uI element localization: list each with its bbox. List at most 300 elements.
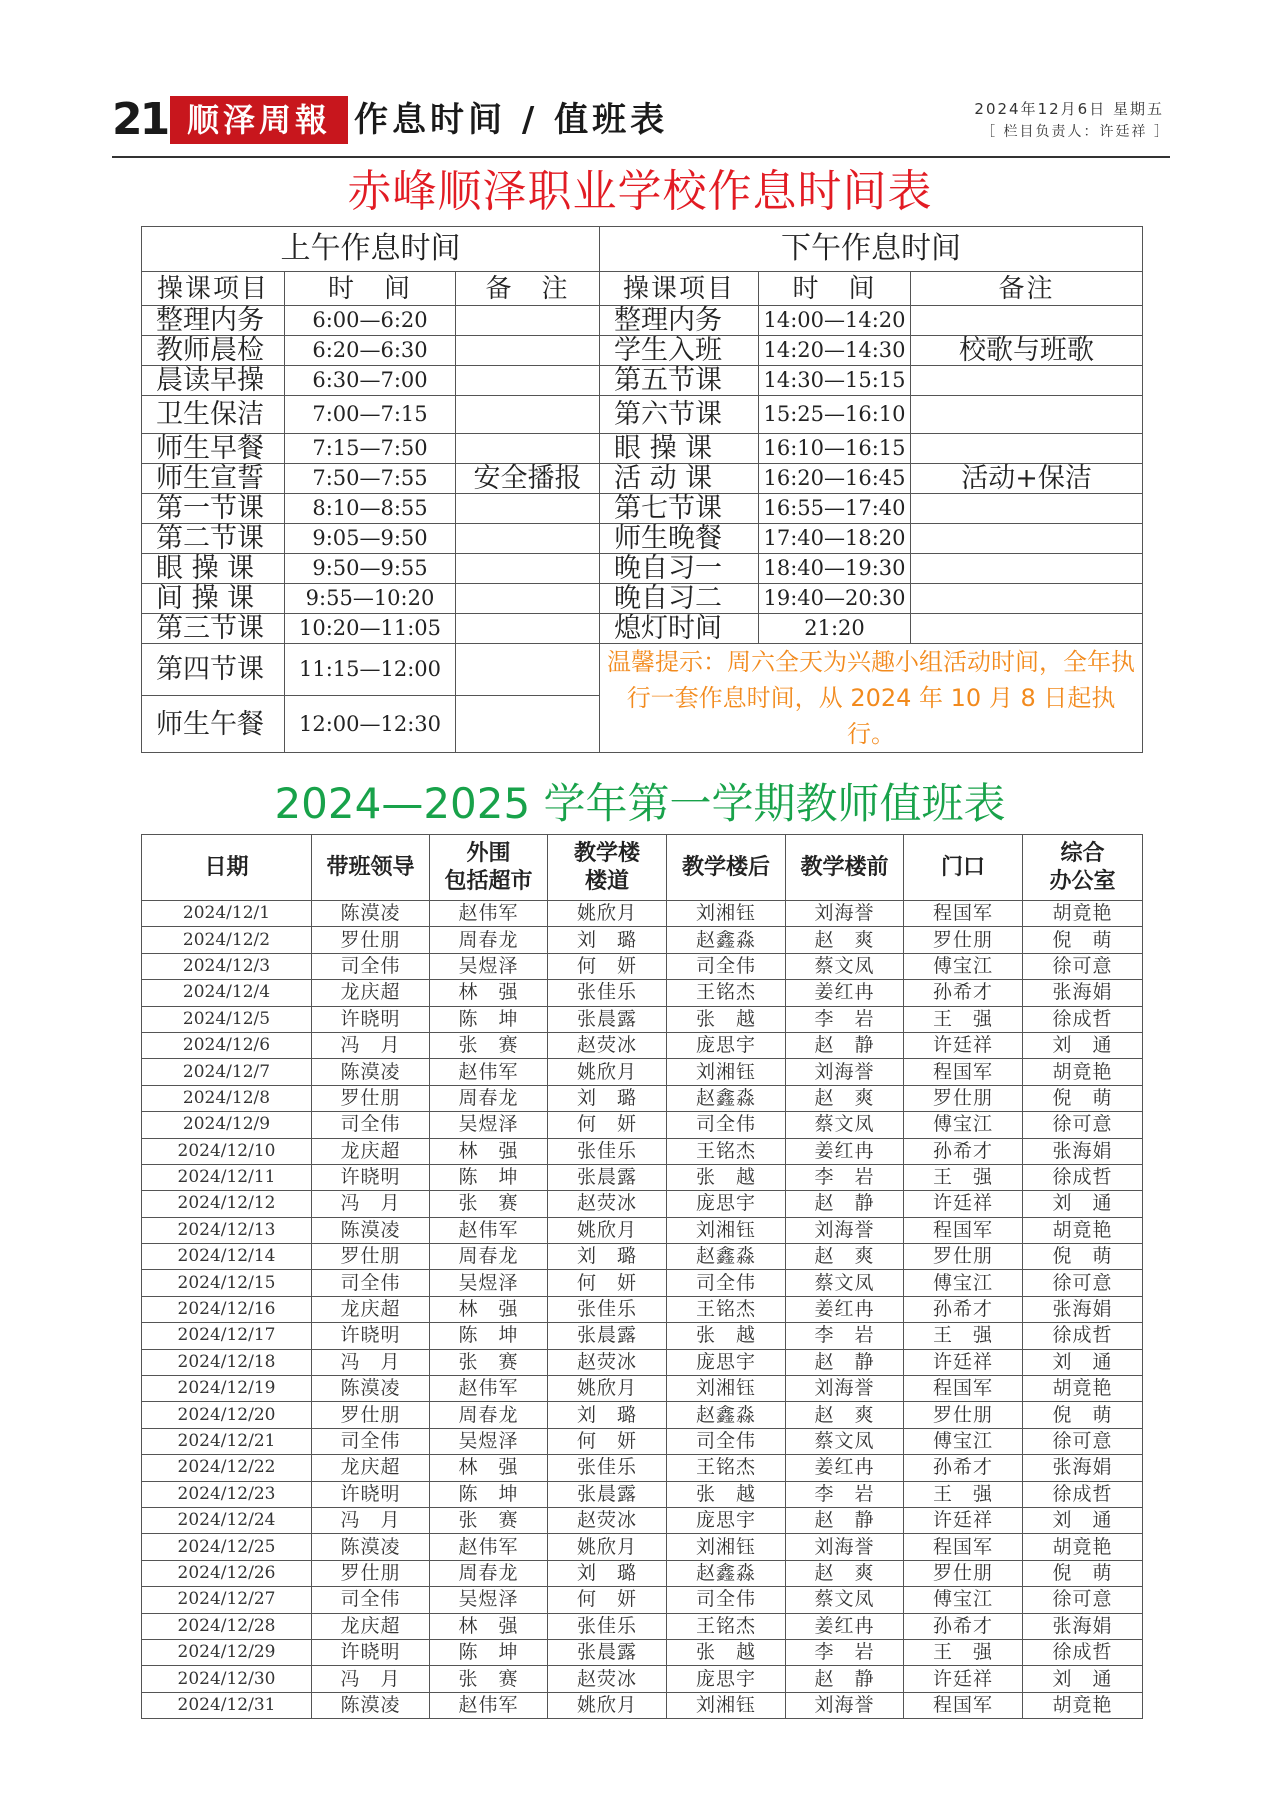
duty-name: 王 强 — [904, 1006, 1023, 1032]
duty-date: 2024/12/31 — [142, 1692, 312, 1718]
pm-time: 21:20 — [759, 614, 911, 644]
duty-name: 王 强 — [904, 1164, 1023, 1190]
am-note — [456, 524, 600, 554]
duty-date: 2024/12/6 — [142, 1032, 312, 1058]
duty-name: 程国军 — [904, 1217, 1023, 1243]
duty-name: 胡竟艳 — [1023, 1534, 1143, 1560]
duty-col-head: 日期 — [142, 835, 312, 901]
duty-col-head: 带班领导 — [312, 835, 430, 901]
duty-name: 庞思宇 — [667, 1507, 786, 1533]
am-note — [456, 584, 600, 614]
duty-name: 赵 爽 — [786, 1244, 904, 1270]
duty-name: 周春龙 — [430, 1402, 548, 1428]
duty-date: 2024/12/12 — [142, 1191, 312, 1217]
duty-name: 冯 月 — [312, 1666, 430, 1692]
duty-name: 刘 通 — [1023, 1666, 1143, 1692]
duty-name: 赵荧冰 — [548, 1191, 667, 1217]
am-item: 第二节课 — [142, 524, 285, 554]
duty-name: 张海娟 — [1023, 1455, 1143, 1481]
duty-date: 2024/12/5 — [142, 1006, 312, 1032]
duty-date: 2024/12/29 — [142, 1639, 312, 1665]
schedule-row — [142, 494, 1143, 524]
section-title: 作息时间 / 值班表 — [354, 100, 669, 140]
col-head: 操课项目 — [600, 272, 759, 306]
pm-item: 学生入班 — [600, 336, 759, 366]
duty-name: 蔡文凤 — [786, 1587, 904, 1613]
notice-tip: 温馨提示：周六全天为兴趣小组活动时间，全年执行一套作息时间，从 2024 年 10 月 8 日起执行。 — [600, 644, 1143, 753]
duty-col-head: 教学楼 楼道 — [548, 835, 667, 901]
pm-note — [911, 396, 1143, 434]
duty-name: 姜红冉 — [786, 1455, 904, 1481]
duty-name: 庞思宇 — [667, 1349, 786, 1375]
duty-date: 2024/12/19 — [142, 1376, 312, 1402]
schedule-row — [142, 644, 1143, 696]
duty-name: 林 强 — [430, 1613, 548, 1639]
duty-name: 李 岩 — [786, 1481, 904, 1507]
duty-name: 张佳乐 — [548, 1138, 667, 1164]
schedule-row — [142, 396, 1143, 434]
duty-name: 周春龙 — [430, 1244, 548, 1270]
duty-name: 张 越 — [667, 1481, 786, 1507]
duty-name: 张海娟 — [1023, 1138, 1143, 1164]
duty-row — [142, 1112, 1143, 1138]
duty-name: 许廷祥 — [904, 1666, 1023, 1692]
duty-date: 2024/12/23 — [142, 1481, 312, 1507]
duty-name: 龙庆超 — [312, 1455, 430, 1481]
duty-name: 王铭杰 — [667, 1455, 786, 1481]
duty-name: 司全伟 — [667, 1112, 786, 1138]
duty-date: 2024/12/3 — [142, 953, 312, 979]
duty-name: 倪 萌 — [1023, 927, 1143, 953]
duty-name: 何 妍 — [548, 1112, 667, 1138]
duty-name: 姚欣月 — [548, 1376, 667, 1402]
duty-row — [142, 1534, 1143, 1560]
pm-note — [911, 434, 1143, 464]
am-time: 12:00—12:30 — [285, 696, 456, 753]
duty-name: 胡竟艳 — [1023, 1059, 1143, 1085]
am-time: 6:00—6:20 — [285, 306, 456, 336]
duty-name: 张晨露 — [548, 1164, 667, 1190]
am-note — [456, 336, 600, 366]
am-note: 安全播报 — [456, 464, 600, 494]
duty-name: 冯 月 — [312, 1032, 430, 1058]
pm-item: 第七节课 — [600, 494, 759, 524]
am-note — [456, 434, 600, 464]
duty-name: 罗仕朋 — [312, 1402, 430, 1428]
duty-name: 张海娟 — [1023, 1613, 1143, 1639]
duty-body — [142, 901, 1143, 1719]
duty-row — [142, 1376, 1143, 1402]
am-time: 8:10—8:55 — [285, 494, 456, 524]
duty-header-row — [142, 835, 1143, 901]
duty-name: 吴煜泽 — [430, 1112, 548, 1138]
duty-name: 赵荧冰 — [548, 1032, 667, 1058]
duty-name: 司全伟 — [667, 1587, 786, 1613]
schedule-row — [142, 554, 1143, 584]
pm-note: 校歌与班歌 — [911, 336, 1143, 366]
duty-name: 龙庆超 — [312, 1138, 430, 1164]
duty-name: 陈漠凌 — [312, 1692, 430, 1718]
duty-col-head: 门口 — [904, 835, 1023, 901]
duty-name: 孙希才 — [904, 1613, 1023, 1639]
duty-name: 张晨露 — [548, 1639, 667, 1665]
duty-name: 刘湘钰 — [667, 901, 786, 927]
duty-name: 徐可意 — [1023, 1587, 1143, 1613]
masthead-rule — [112, 156, 1170, 158]
am-time: 9:05—9:50 — [285, 524, 456, 554]
duty-row — [142, 1349, 1143, 1375]
duty-name: 刘 璐 — [548, 1085, 667, 1111]
duty-row — [142, 1455, 1143, 1481]
duty-name: 罗仕朋 — [312, 1560, 430, 1586]
duty-date: 2024/12/2 — [142, 927, 312, 953]
duty-name: 胡竟艳 — [1023, 1692, 1143, 1718]
pm-time: 14:30—15:15 — [759, 366, 911, 396]
pm-time: 17:40—18:20 — [759, 524, 911, 554]
newspaper-logo: 顺泽周報 — [170, 96, 348, 144]
duty-row — [142, 1402, 1143, 1428]
duty-name: 司全伟 — [312, 1270, 430, 1296]
duty-name: 龙庆超 — [312, 980, 430, 1006]
duty-row — [142, 1587, 1143, 1613]
duty-row — [142, 1666, 1143, 1692]
duty-name: 姚欣月 — [548, 1217, 667, 1243]
duty-name: 陈 坤 — [430, 1639, 548, 1665]
duty-name: 姜红冉 — [786, 1613, 904, 1639]
duty-name: 周春龙 — [430, 1085, 548, 1111]
schedule-row — [142, 306, 1143, 336]
duty-name: 罗仕朋 — [312, 1085, 430, 1111]
pm-item: 整理内务 — [600, 306, 759, 336]
pm-item: 晚自习二 — [600, 584, 759, 614]
duty-name: 刘 通 — [1023, 1507, 1143, 1533]
schedule-row — [142, 336, 1143, 366]
duty-name: 罗仕朋 — [312, 927, 430, 953]
pm-note — [911, 584, 1143, 614]
duty-name: 姜红冉 — [786, 1138, 904, 1164]
duty-name: 姜红冉 — [786, 1296, 904, 1322]
duty-name: 张 赛 — [430, 1507, 548, 1533]
duty-name: 蔡文凤 — [786, 1270, 904, 1296]
am-item: 卫生保洁 — [142, 396, 285, 434]
duty-name: 程国军 — [904, 1534, 1023, 1560]
duty-name: 李 岩 — [786, 1164, 904, 1190]
duty-name: 徐可意 — [1023, 1270, 1143, 1296]
duty-row — [142, 1296, 1143, 1322]
duty-name: 赵荧冰 — [548, 1507, 667, 1533]
duty-date: 2024/12/21 — [142, 1428, 312, 1454]
duty-name: 傅宝江 — [904, 1270, 1023, 1296]
am-item: 整理内务 — [142, 306, 285, 336]
duty-row — [142, 1270, 1143, 1296]
duty-name: 徐成哲 — [1023, 1323, 1143, 1349]
duty-row — [142, 1085, 1143, 1111]
duty-name: 倪 萌 — [1023, 1402, 1143, 1428]
am-item: 师生午餐 — [142, 696, 285, 753]
duty-date: 2024/12/16 — [142, 1296, 312, 1322]
duty-name: 刘海誉 — [786, 1376, 904, 1402]
duty-name: 刘湘钰 — [667, 1217, 786, 1243]
duty-name: 赵 静 — [786, 1032, 904, 1058]
schedule-row — [142, 614, 1143, 644]
duty-name: 赵 静 — [786, 1666, 904, 1692]
duty-name: 司全伟 — [667, 1428, 786, 1454]
duty-name: 张 赛 — [430, 1666, 548, 1692]
am-time: 7:50—7:55 — [285, 464, 456, 494]
duty-name: 王铭杰 — [667, 1296, 786, 1322]
duty-date: 2024/12/25 — [142, 1534, 312, 1560]
duty-name: 周春龙 — [430, 927, 548, 953]
duty-name: 姚欣月 — [548, 901, 667, 927]
schedule-title: 赤峰顺泽职业学校作息时间表 — [347, 166, 933, 217]
duty-name: 赵伟军 — [430, 1376, 548, 1402]
duty-name: 徐可意 — [1023, 1428, 1143, 1454]
duty-name: 刘海誉 — [786, 1534, 904, 1560]
duty-col-head: 教学楼前 — [786, 835, 904, 901]
duty-name: 庞思宇 — [667, 1191, 786, 1217]
pm-item: 眼 操 课 — [600, 434, 759, 464]
duty-name: 胡竟艳 — [1023, 1217, 1143, 1243]
duty-name: 许晓明 — [312, 1481, 430, 1507]
duty-name: 刘湘钰 — [667, 1059, 786, 1085]
duty-name: 何 妍 — [548, 1587, 667, 1613]
duty-name: 刘湘钰 — [667, 1376, 786, 1402]
duty-col-head: 教学楼后 — [667, 835, 786, 901]
duty-row — [142, 1032, 1143, 1058]
duty-name: 吴煜泽 — [430, 1587, 548, 1613]
duty-date: 2024/12/20 — [142, 1402, 312, 1428]
duty-name: 吴煜泽 — [430, 953, 548, 979]
duty-name: 刘海誉 — [786, 901, 904, 927]
duty-name: 罗仕朋 — [904, 1244, 1023, 1270]
duty-date: 2024/12/17 — [142, 1323, 312, 1349]
duty-name: 冯 月 — [312, 1349, 430, 1375]
am-item: 眼 操 课 — [142, 554, 285, 584]
pm-note — [911, 614, 1143, 644]
duty-name: 张 越 — [667, 1164, 786, 1190]
duty-name: 罗仕朋 — [904, 1402, 1023, 1428]
duty-name: 司全伟 — [312, 953, 430, 979]
duty-row — [142, 901, 1143, 927]
duty-name: 孙希才 — [904, 1455, 1023, 1481]
duty-name: 罗仕朋 — [312, 1244, 430, 1270]
duty-name: 许晓明 — [312, 1164, 430, 1190]
duty-name: 赵 静 — [786, 1349, 904, 1375]
duty-name: 王铭杰 — [667, 980, 786, 1006]
column-editor: ［ 栏目负责人：许廷祥 ］ — [981, 124, 1170, 140]
duty-name: 张 赛 — [430, 1032, 548, 1058]
am-note — [456, 696, 600, 753]
am-note — [456, 614, 600, 644]
duty-row — [142, 1244, 1143, 1270]
duty-name: 徐成哲 — [1023, 1481, 1143, 1507]
duty-name: 徐可意 — [1023, 1112, 1143, 1138]
duty-name: 张晨露 — [548, 1006, 667, 1032]
duty-name: 徐成哲 — [1023, 1639, 1143, 1665]
issue-date: 2024年12月6日 星期五 — [974, 100, 1164, 118]
duty-date: 2024/12/14 — [142, 1244, 312, 1270]
duty-name: 张佳乐 — [548, 980, 667, 1006]
duty-name: 何 妍 — [548, 1428, 667, 1454]
duty-row — [142, 1217, 1143, 1243]
duty-name: 赵伟军 — [430, 1059, 548, 1085]
am-item: 师生早餐 — [142, 434, 285, 464]
duty-name: 赵鑫淼 — [667, 1244, 786, 1270]
duty-date: 2024/12/7 — [142, 1059, 312, 1085]
afternoon-heading: 下午作息时间 — [600, 227, 1143, 272]
duty-name: 孙希才 — [904, 980, 1023, 1006]
am-time: 10:20—11:05 — [285, 614, 456, 644]
schedule-row — [142, 584, 1143, 614]
pm-time: 15:25—16:10 — [759, 396, 911, 434]
duty-name: 司全伟 — [312, 1428, 430, 1454]
duty-name: 徐可意 — [1023, 953, 1143, 979]
pm-item: 第六节课 — [600, 396, 759, 434]
duty-name: 庞思宇 — [667, 1666, 786, 1692]
duty-row — [142, 1138, 1143, 1164]
duty-name: 姜红冉 — [786, 980, 904, 1006]
duty-row — [142, 1191, 1143, 1217]
am-item: 第一节课 — [142, 494, 285, 524]
am-item: 师生宣誓 — [142, 464, 285, 494]
duty-name: 龙庆超 — [312, 1296, 430, 1322]
am-time: 7:00—7:15 — [285, 396, 456, 434]
pm-note — [911, 494, 1143, 524]
duty-name: 张佳乐 — [548, 1613, 667, 1639]
duty-date: 2024/12/1 — [142, 901, 312, 927]
schedule-row — [142, 464, 1143, 494]
duty-name: 司全伟 — [667, 953, 786, 979]
duty-name: 刘 璐 — [548, 1402, 667, 1428]
duty-name: 赵 静 — [786, 1507, 904, 1533]
duty-name: 罗仕朋 — [904, 927, 1023, 953]
duty-name: 许晓明 — [312, 1006, 430, 1032]
duty-name: 程国军 — [904, 901, 1023, 927]
duty-name: 王 强 — [904, 1323, 1023, 1349]
duty-name: 王 强 — [904, 1481, 1023, 1507]
duty-name: 吴煜泽 — [430, 1428, 548, 1454]
am-note — [456, 644, 600, 696]
duty-name: 许廷祥 — [904, 1191, 1023, 1217]
duty-name: 倪 萌 — [1023, 1244, 1143, 1270]
duty-date: 2024/12/18 — [142, 1349, 312, 1375]
duty-name: 赵 爽 — [786, 1402, 904, 1428]
duty-roster-table — [141, 834, 1143, 1719]
duty-name: 龙庆超 — [312, 1613, 430, 1639]
am-item: 第四节课 — [142, 644, 285, 696]
duty-row — [142, 980, 1143, 1006]
duty-name: 赵荧冰 — [548, 1349, 667, 1375]
duty-name: 张晨露 — [548, 1481, 667, 1507]
duty-name: 陈漠凌 — [312, 1059, 430, 1085]
duty-name: 赵鑫淼 — [667, 927, 786, 953]
duty-name: 刘海誉 — [786, 1059, 904, 1085]
duty-name: 赵鑫淼 — [667, 1560, 786, 1586]
duty-row — [142, 1613, 1143, 1639]
duty-name: 孙希才 — [904, 1138, 1023, 1164]
col-head: 时 间 — [759, 272, 911, 306]
duty-name: 冯 月 — [312, 1507, 430, 1533]
duty-name: 倪 萌 — [1023, 1560, 1143, 1586]
duty-name: 程国军 — [904, 1376, 1023, 1402]
duty-name: 陈漠凌 — [312, 1376, 430, 1402]
daily-schedule-table — [141, 226, 1143, 753]
am-time: 9:55—10:20 — [285, 584, 456, 614]
duty-name: 张 赛 — [430, 1349, 548, 1375]
duty-col-head: 综合 办公室 — [1023, 835, 1143, 901]
duty-row — [142, 953, 1143, 979]
duty-name: 陈 坤 — [430, 1323, 548, 1349]
duty-row — [142, 1560, 1143, 1586]
duty-name: 刘湘钰 — [667, 1692, 786, 1718]
pm-note — [911, 366, 1143, 396]
duty-name: 张佳乐 — [548, 1296, 667, 1322]
am-time: 6:30—7:00 — [285, 366, 456, 396]
duty-name: 陈 坤 — [430, 1006, 548, 1032]
duty-date: 2024/12/22 — [142, 1455, 312, 1481]
duty-name: 刘 通 — [1023, 1349, 1143, 1375]
am-note — [456, 396, 600, 434]
pm-item: 第五节课 — [600, 366, 759, 396]
pm-item: 活 动 课 — [600, 464, 759, 494]
duty-name: 胡竟艳 — [1023, 1376, 1143, 1402]
duty-name: 傅宝江 — [904, 1587, 1023, 1613]
am-note — [456, 306, 600, 336]
am-time: 9:50—9:55 — [285, 554, 456, 584]
duty-date: 2024/12/8 — [142, 1085, 312, 1111]
am-note — [456, 554, 600, 584]
duty-name: 刘 璐 — [548, 1244, 667, 1270]
schedule-row — [142, 366, 1143, 396]
duty-name: 赵荧冰 — [548, 1666, 667, 1692]
duty-row — [142, 1692, 1143, 1718]
duty-row — [142, 1059, 1143, 1085]
am-time: 7:15—7:50 — [285, 434, 456, 464]
am-item: 教师晨检 — [142, 336, 285, 366]
duty-row — [142, 1006, 1143, 1032]
duty-date: 2024/12/4 — [142, 980, 312, 1006]
schedule-row — [142, 524, 1143, 554]
duty-name: 赵鑫淼 — [667, 1085, 786, 1111]
duty-name: 刘湘钰 — [667, 1534, 786, 1560]
schedule-row — [142, 434, 1143, 464]
duty-name: 姚欣月 — [548, 1692, 667, 1718]
duty-name: 何 妍 — [548, 1270, 667, 1296]
duty-date: 2024/12/24 — [142, 1507, 312, 1533]
pm-item: 熄灯时间 — [600, 614, 759, 644]
duty-row — [142, 1323, 1143, 1349]
duty-name: 赵伟军 — [430, 1217, 548, 1243]
duty-name: 张 越 — [667, 1639, 786, 1665]
duty-name: 姚欣月 — [548, 1534, 667, 1560]
duty-row — [142, 1164, 1143, 1190]
col-head: 备 注 — [456, 272, 600, 306]
am-item: 间 操 课 — [142, 584, 285, 614]
duty-name: 张海娟 — [1023, 1296, 1143, 1322]
duty-name: 傅宝江 — [904, 1428, 1023, 1454]
duty-name: 张 赛 — [430, 1191, 548, 1217]
duty-name: 陈 坤 — [430, 1481, 548, 1507]
duty-name: 傅宝江 — [904, 953, 1023, 979]
pm-time: 16:20—16:45 — [759, 464, 911, 494]
duty-name: 张 越 — [667, 1006, 786, 1032]
duty-name: 赵鑫淼 — [667, 1402, 786, 1428]
duty-date: 2024/12/11 — [142, 1164, 312, 1190]
duty-row — [142, 1639, 1143, 1665]
duty-name: 徐成哲 — [1023, 1006, 1143, 1032]
duty-name: 程国军 — [904, 1692, 1023, 1718]
duty-name: 罗仕朋 — [904, 1085, 1023, 1111]
